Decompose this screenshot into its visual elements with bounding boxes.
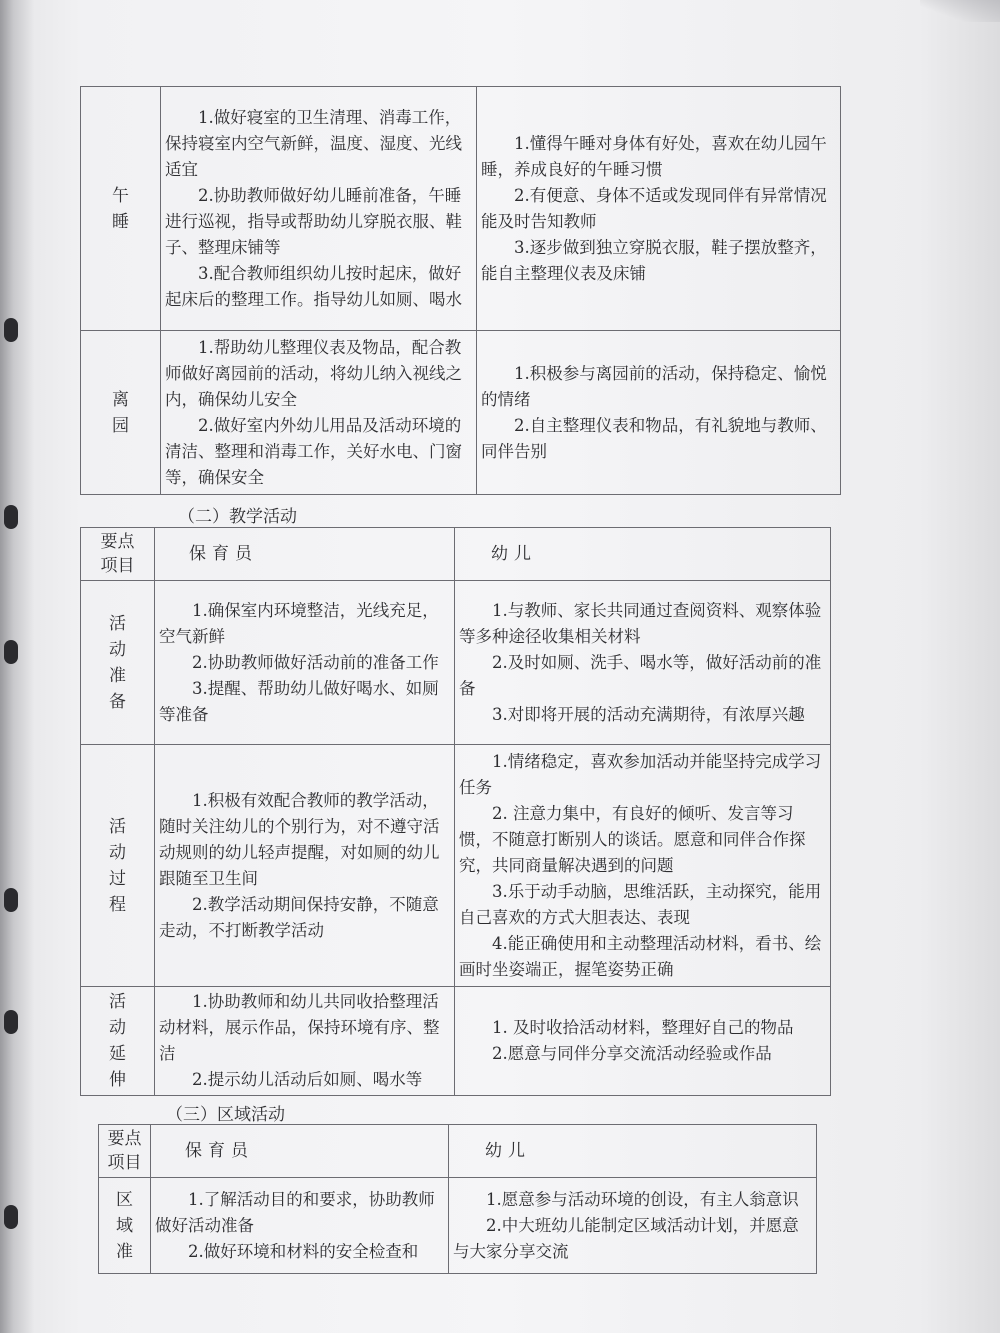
staff-point: 1.做好寝室的卫生清理、消毒工作，保持寝室内空气新鲜，温度、湿度、光线适宜 <box>165 107 462 179</box>
staff-point: 1.协助教师和幼儿共同收拾整理活动材料，展示作品，保持环境有序、整洁 <box>159 992 440 1063</box>
table-row <box>99 1178 817 1274</box>
header-child: 幼儿 <box>455 528 831 581</box>
child-point: 1.情绪稳定，喜欢参加活动并能坚持完成学习任务 <box>459 751 822 797</box>
binder-hole <box>4 318 18 342</box>
staff-point: 1.积极有效配合教师的教学活动，随时关注幼儿的个别行为，对不遵守活动规则的幼儿轻声提醒，对如厕的幼儿跟随至卫生间 <box>159 790 440 888</box>
item-char: 备 <box>109 691 126 712</box>
staff-cell <box>155 987 455 1096</box>
table-row <box>81 581 831 745</box>
item-char: 午 <box>112 185 129 206</box>
header-child: 幼儿 <box>449 1125 817 1178</box>
teaching-activity-table <box>80 527 831 1096</box>
child-point: 1.与教师、家长共同通过查阅资料、观察体验等多种途径收集相关材料 <box>459 600 822 646</box>
staff-cell <box>161 331 477 495</box>
header-corner-top: 要点 <box>100 532 135 552</box>
binder-hole <box>4 640 18 664</box>
staff-cell <box>161 87 477 331</box>
child-point: 3.逐步做到独立穿脱衣服，鞋子摆放整齐，能自主整理仪表及床铺 <box>481 237 827 283</box>
binder-hole <box>4 505 18 529</box>
header-corner <box>99 1125 151 1178</box>
child-cell <box>477 331 841 495</box>
child-cell <box>455 745 831 987</box>
header-staff: 保育员 <box>155 528 455 581</box>
child-point: 1.积极参与离园前的活动，保持稳定、愉悦的情绪 <box>481 363 827 409</box>
page-curl <box>920 0 1000 22</box>
section-title-area: （三）区域活动 <box>166 1105 285 1125</box>
staff-point: 1.了解活动目的和要求，协助教师做好活动准备 <box>155 1189 435 1235</box>
item-char: 延 <box>109 1044 126 1064</box>
row-item-area-prep <box>99 1178 151 1274</box>
row-item-departure <box>81 331 161 495</box>
child-point: 3.乐于动手动脑，思维活跃，主动探究，能用自己喜欢的方式大胆表达、表现 <box>459 881 822 927</box>
child-point: 1. 及时收拾活动材料，整理好自己的物品 <box>492 1018 794 1037</box>
staff-point: 2.做好室内外幼儿用品及活动环境的清洁、整理和消毒工作，关好水电、门窗等，确保安全 <box>165 415 462 487</box>
child-point: 2.愿意与同伴分享交流活动经验或作品 <box>492 1044 772 1063</box>
header-staff: 保育员 <box>151 1125 449 1178</box>
row-item-process <box>81 745 155 987</box>
item-char: 动 <box>109 639 126 660</box>
row-item-prep <box>81 581 155 745</box>
header-corner-bottom: 项目 <box>107 1153 142 1173</box>
section-title-teaching: （二）教学活动 <box>178 507 297 527</box>
binding-edge-shadow <box>0 0 34 1333</box>
item-char: 过 <box>109 868 126 889</box>
item-char: 区 <box>116 1189 133 1210</box>
item-char: 睡 <box>112 211 129 232</box>
child-point: 1.懂得午睡对身体有好处，喜欢在幼儿园午睡，养成良好的午睡习惯 <box>481 133 827 179</box>
binder-hole <box>4 888 18 912</box>
header-corner-top: 要点 <box>107 1129 142 1149</box>
staff-point: 1.确保室内环境整洁，光线充足，空气新鲜 <box>159 600 439 646</box>
item-char: 域 <box>116 1215 133 1236</box>
staff-point: 2.提示幼儿活动后如厕、喝水等 <box>192 1070 423 1089</box>
staff-cell <box>155 581 455 745</box>
table-row <box>81 987 831 1096</box>
table-header-row <box>81 528 831 581</box>
staff-point: 3.提醒、帮助幼儿做好喝水、如厕等准备 <box>159 678 439 724</box>
child-point: 2. 注意力集中，有良好的倾听、发言等习惯，不随意打断别人的谈话。愿意和同伴合作探究，共同商量解决遇到的问题 <box>459 803 806 875</box>
item-char: 准 <box>109 665 126 686</box>
item-char: 伸 <box>109 1070 126 1090</box>
item-char: 准 <box>116 1241 133 1262</box>
item-char: 活 <box>109 613 126 634</box>
child-cell <box>455 581 831 745</box>
staff-cell <box>151 1178 449 1274</box>
item-char: 活 <box>109 816 126 837</box>
item-char: 程 <box>109 894 126 915</box>
child-point: 3.对即将开展的活动充满期待，有浓厚兴趣 <box>492 704 805 724</box>
staff-point: 2.做好环境和材料的安全检查和 <box>188 1241 419 1261</box>
area-activity-table <box>98 1124 817 1274</box>
row-item-nap <box>81 87 161 331</box>
item-char: 活 <box>109 992 126 1012</box>
binder-hole <box>4 1010 18 1034</box>
header-corner <box>81 528 155 581</box>
staff-point: 1.帮助幼儿整理仪表及物品，配合教师做好离园前的活动，将幼儿纳入视线之内，确保幼儿安全 <box>165 337 462 409</box>
staff-point: 2.协助教师做好活动前的准备工作 <box>192 652 439 672</box>
child-point: 2.自主整理仪表和物品，有礼貌地与教师、同伴告别 <box>481 415 827 461</box>
table-row <box>81 745 831 987</box>
child-cell <box>455 987 831 1096</box>
table-row <box>81 331 841 495</box>
item-char: 园 <box>112 415 129 436</box>
child-point: 2.有便意、身体不适或发现同伴有异常情况能及时告知教师 <box>481 185 827 231</box>
staff-point: 3.配合教师组织幼儿按时起床，做好起床后的整理工作。指导幼儿如厕、喝水 <box>165 263 462 309</box>
binder-hole <box>4 1205 18 1229</box>
staff-point: 2.教学活动期间保持安静，不随意走动，不打断教学活动 <box>159 894 439 940</box>
item-char: 动 <box>109 842 126 863</box>
staff-point: 2.协助教师做好幼儿睡前准备，午睡进行巡视，指导或帮助幼儿穿脱衣服、鞋子、整理床铺等 <box>165 185 462 257</box>
header-corner-bottom: 项目 <box>100 556 135 576</box>
table-header-row <box>99 1125 817 1178</box>
item-char: 离 <box>112 389 129 410</box>
child-cell <box>477 87 841 331</box>
child-point: 4.能正确使用和主动整理活动材料，看书、绘画时坐姿端正，握笔姿势正确 <box>459 933 822 979</box>
table-row <box>81 87 841 331</box>
child-point: 1.愿意参与活动环境的创设，有主人翁意识 <box>486 1189 799 1209</box>
child-point: 2.中大班幼儿能制定区域活动计划，并愿意与大家分享交流 <box>453 1215 799 1261</box>
care-routine-table <box>80 86 841 495</box>
child-point: 2.及时如厕、洗手、喝水等，做好活动前的准备 <box>459 652 822 698</box>
item-char: 动 <box>109 1018 126 1038</box>
row-item-extension <box>81 987 155 1096</box>
child-cell <box>449 1178 817 1274</box>
staff-cell <box>155 745 455 987</box>
